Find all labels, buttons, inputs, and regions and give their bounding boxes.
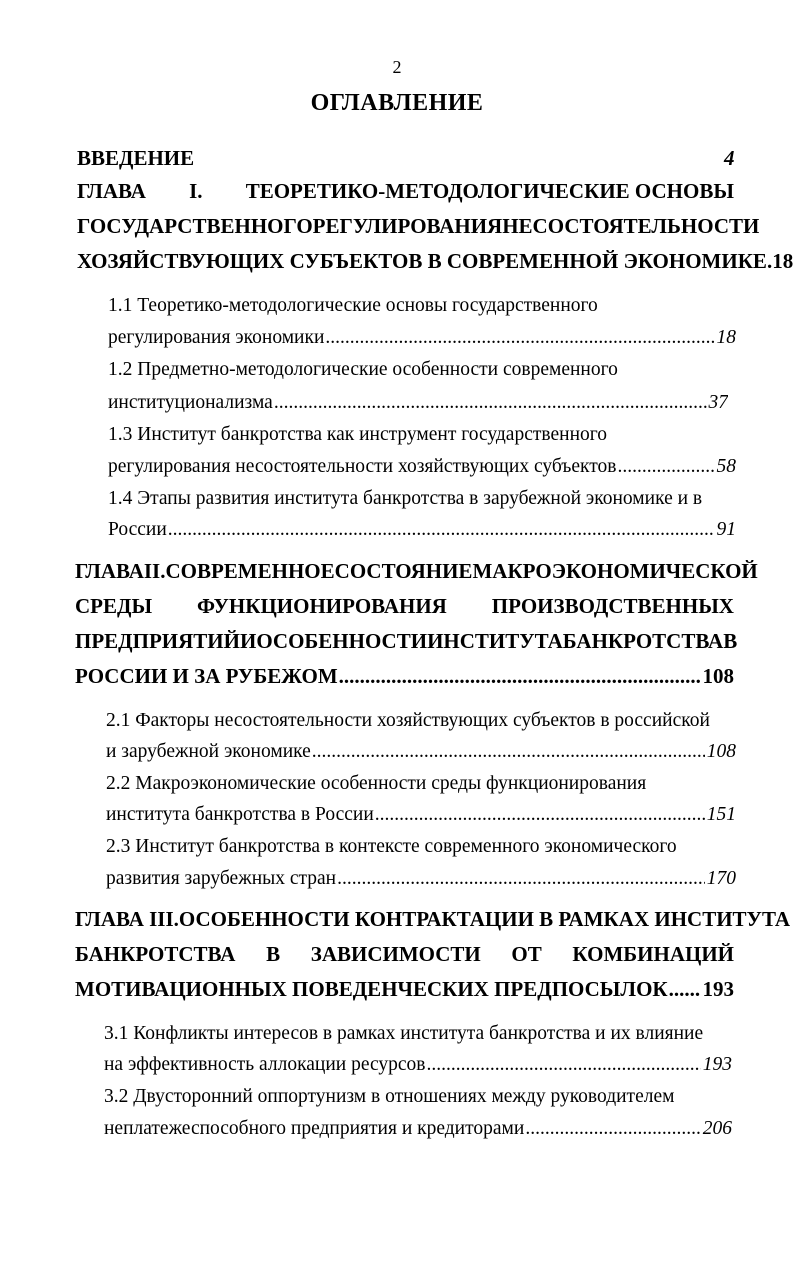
leader-dots [337,866,705,892]
section-1-3-leader [108,454,736,480]
section-2-3-page: 170 [706,868,736,889]
chapter2-word: МАКРОЭКОНОМИЧЕСКОЙ [472,559,758,583]
chapter2-word: II. [143,559,166,583]
chapter2-title-line4 [75,662,734,690]
section-2-3-line2: развития зарубежных стран [106,868,337,889]
section-1-1-line2: регулирования экономики [108,327,325,348]
section-1-2-line2: институционализма [108,392,273,413]
leader-dots [617,454,714,480]
section-2-1-page: 108 [706,741,736,762]
chapter2-word: И [239,629,257,653]
chapter3-title-line1: ГЛАВА III.ОСОБЕННОСТИ КОНТРАКТАЦИИ В РАМКАХ ИНСТИТУТА [75,907,791,931]
leader-dots [426,1052,700,1078]
chapter3-page: 193 [702,977,734,1001]
section-1-1-leader [108,325,736,351]
leader-dots [525,1116,700,1142]
leader-dots [339,662,701,690]
section-2-1-line2: и зарубежной экономике [106,741,311,762]
chapter2-word: ИНСТИТУТА [427,629,563,653]
section-2-1-line1: 2.1 Факторы несостоятельности хозяйствующих субъектов в российской [106,710,710,731]
chapter2-word: В [723,629,738,653]
chapter3-word: ОТ [511,942,542,966]
chapter2-title-text: РОССИИ И ЗА РУБЕЖОМ [75,664,338,688]
section-3-2-page: 206 [702,1118,732,1139]
leader-dots [669,975,701,1003]
section-3-1-page: 193 [702,1054,732,1075]
toc-intro-page: 4 [724,146,735,170]
section-3-1-line2: на эффективность аллокации ресурсов [104,1054,426,1075]
chapter2-word: БАНКРОТСТВА [562,629,724,653]
chapter1-title-text: ХОЗЯЙСТВУЮЩИХ СУБЪЕКТОВ В СОВРЕМЕННОЙ ЭКОНОМИКЕ [77,249,767,273]
chapter3-word: БАНКРОТСТВА [75,942,236,966]
chapter2-word: СОВРЕМЕННОЕ [165,559,335,583]
leader-dots [375,802,705,828]
section-1-2-page: 37 [708,392,728,413]
section-1-4-line2: России [108,519,167,540]
chapter2-word: СРЕДЫ [75,594,153,618]
chapter1-title-line2 [77,212,760,240]
section-3-2-line1: 3.2 Двусторонний оппортунизм в отношениях между руководителем [104,1086,675,1107]
toc-title: ОГЛАВЛЕНИЕ [310,90,484,116]
toc-intro-label: ВВЕДЕНИЕ [77,146,195,170]
leader-dots [274,390,707,416]
chapter3-word: ЗАВИСИМОСТИ [310,942,481,966]
section-2-2-line2: института банкротства в России [106,804,374,825]
section-2-1-leader [106,739,736,765]
page-number: 2 [392,57,402,77]
chapter2-word: ФУНКЦИОНИРОВАНИЯ [197,594,447,618]
chapter2-word: ПРЕДПРИЯТИЙ [75,629,240,653]
chapter3-word: В [266,942,281,966]
chapter1-title-line3: ХОЗЯЙСТВУЮЩИХ СУБЪЕКТОВ В СОВРЕМЕННОЙ ЭКОНОМИКЕ.18 [77,249,794,273]
section-1-2-leader [108,390,728,416]
section-3-2-line2: неплатежеспособного предприятия и кредиторами [104,1118,525,1139]
section-3-1-leader [104,1052,732,1078]
chapter3-title-line3 [75,975,734,1003]
leader-dots [168,517,715,543]
section-1-3-line1: 1.3 Институт банкротства как инструмент государственного [108,424,608,445]
section-2-3-leader [106,866,736,892]
chapter2-title-line1 [75,557,758,585]
chapter1-word: I. [189,179,203,203]
section-1-4-page: 91 [716,519,736,540]
chapter1-title-line1 [77,177,734,205]
leader-dots [312,739,705,765]
chapter3-title-line2 [75,940,734,968]
chapter3-title-text: МОТИВАЦИОННЫХ ПОВЕДЕНЧЕСКИХ ПРЕДПОСЫЛОК [75,977,668,1001]
section-1-4-line1: 1.4 Этапы развития института банкротства в зарубежной экономике и в [108,488,703,509]
section-1-4-leader [108,517,736,543]
chapter2-title-line3 [75,627,738,655]
chapter1-word: РЕГУЛИРОВАНИЯ [312,214,503,238]
section-1-3-page: 58 [716,456,736,477]
section-2-2-line1: 2.2 Макроэкономические особенности среды функционирования [106,773,647,794]
chapter2-title-line2 [75,592,734,620]
section-1-2-line1: 1.2 Предметно-методологические особенности современного [108,359,618,380]
chapter2-word: СОСТОЯНИЕ [334,559,473,583]
chapter1-page: 18 [772,249,794,273]
leader-dots [325,325,714,351]
section-3-2-leader [104,1116,732,1142]
chapter1-word: ГОСУДАРСТВЕННОГО [77,214,313,238]
chapter2-word: ПРОИЗВОДСТВЕННЫХ [491,594,734,618]
chapter1-word: НЕСОСТОЯТЕЛЬНОСТИ [502,214,760,238]
section-2-2-page: 151 [706,804,736,825]
section-1-3-line2: регулирования несостоятельности хозяйствующих субъектов [108,456,617,477]
chapter3-word: КОМБИНАЦИЙ [572,942,734,966]
chapter2-page: 108 [702,664,734,688]
chapter2-word: ОСОБЕННОСТИ [256,629,428,653]
chapter1-word: ГЛАВА [77,179,146,203]
chapter1-word: ТЕОРЕТИКО-МЕТОДОЛОГИЧЕСКИЕ ОСНОВЫ [245,179,734,203]
section-2-3-line1: 2.3 Институт банкротства в контексте современного экономического [106,836,677,857]
section-1-1-line1: 1.1 Теоретико-методологические основы государственного [108,295,598,316]
section-2-2-leader [106,802,736,828]
section-3-1-line1: 3.1 Конфликты интересов в рамках института банкротства и их влияние [104,1023,704,1044]
section-1-1-page: 18 [716,327,736,348]
chapter2-word: ГЛАВА [75,559,144,583]
